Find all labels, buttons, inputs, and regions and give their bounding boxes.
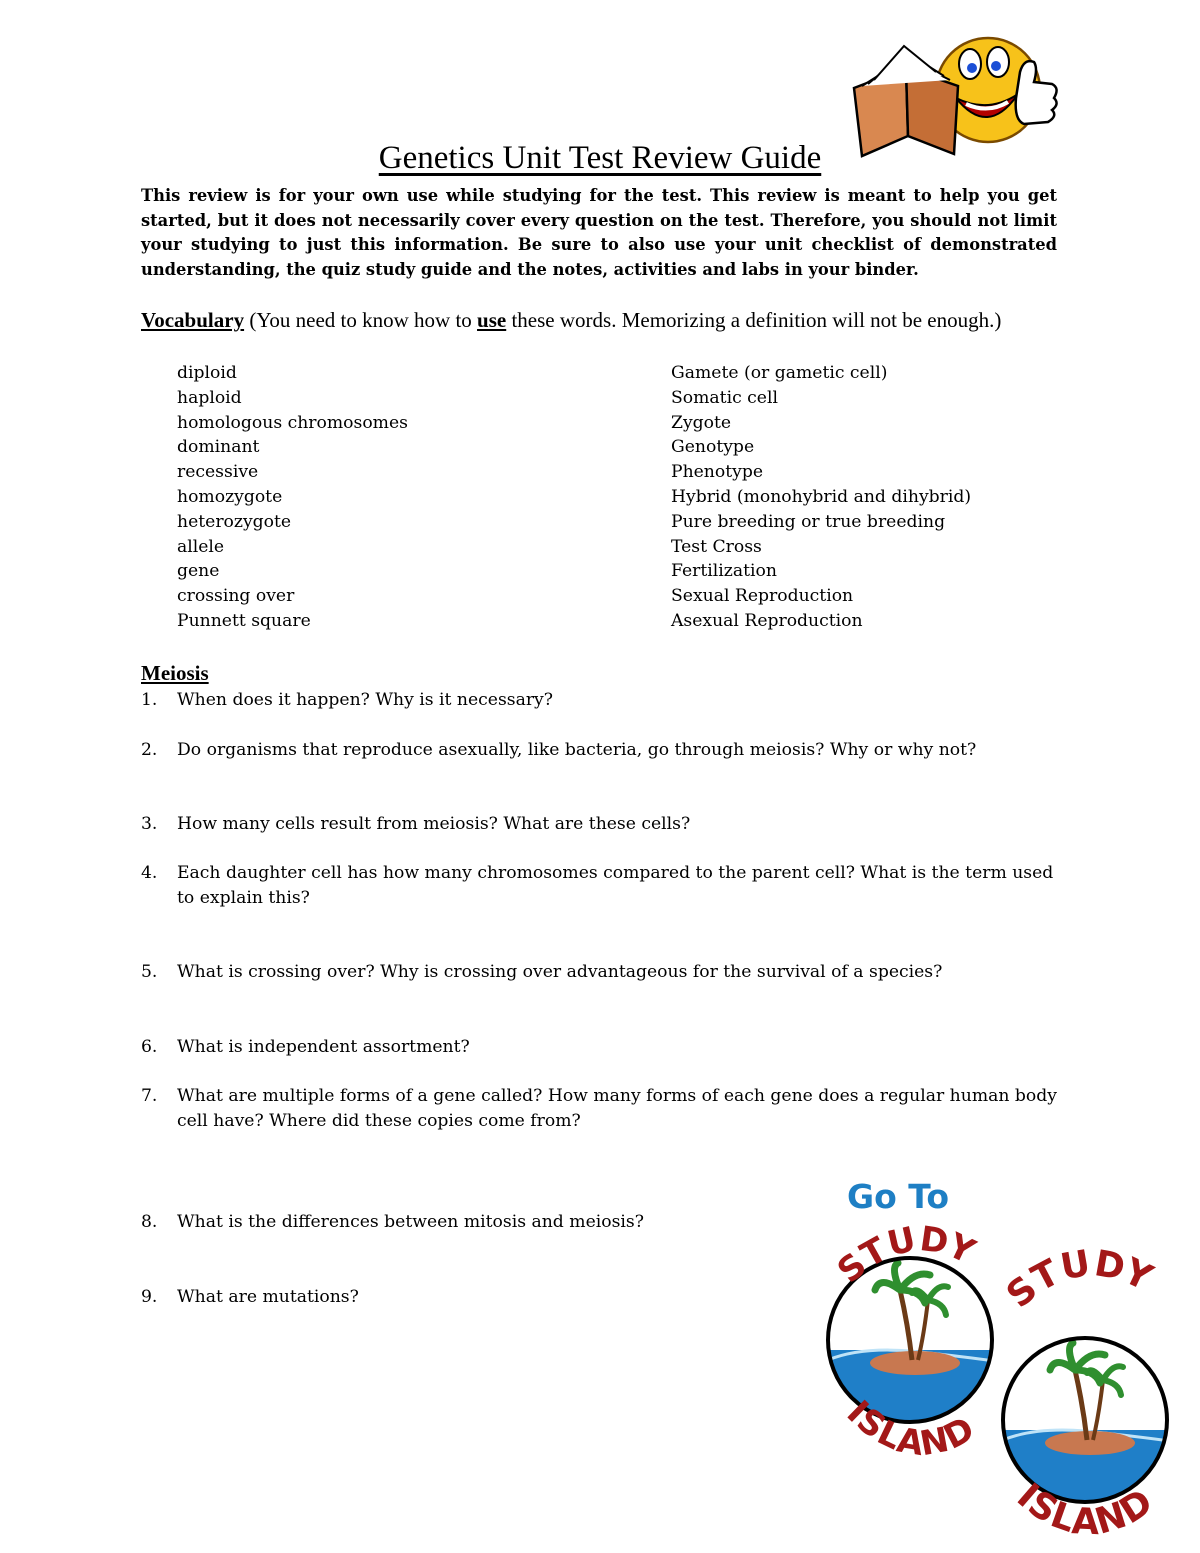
logo-word-top: STUDY <box>830 1218 982 1292</box>
question-item <box>141 1285 761 1310</box>
intro-paragraph: This review is for your own use while studying for the test. This review is meant to help you get started, but it does not necessarily cover every question on the test. Therefore, you should not limit your studying to just this information. Be sure to also use your unit checklist of demonstrated understanding, the quiz study guide and the notes, activities and labs in your binder. <box>141 186 1057 279</box>
vocabulary-list-right <box>671 361 971 634</box>
question-number: 2. <box>141 740 158 760</box>
vocabulary-note-pre: (You need to know how to <box>244 308 478 332</box>
vocab-term: heterozygote <box>177 511 292 532</box>
question-number: 5. <box>141 962 158 982</box>
question-number: 8. <box>141 1212 158 1232</box>
question-text: When does it happen? Why is it necessary? <box>177 690 553 710</box>
question-item <box>141 812 1061 837</box>
question-text: How many cells result from meiosis? What are these cells? <box>177 814 691 834</box>
question-text: What is crossing over? Why is crossing over advantageous for the survival of a species? <box>177 962 943 982</box>
vocab-term: haploid <box>177 387 242 408</box>
question-item <box>141 1084 1061 1134</box>
logo-word-top: STUDY <box>999 1242 1160 1317</box>
vocab-term: Test Cross <box>671 536 762 557</box>
logo-word-bottom: ISLAND <box>838 1393 982 1465</box>
smiley-reading-book-icon <box>848 28 1063 158</box>
vocab-term: Fertilization <box>671 561 777 582</box>
vocab-term: Gamete (or gametic cell) <box>671 363 888 383</box>
question-item <box>141 1210 761 1235</box>
question-item <box>141 1035 1061 1060</box>
vocabulary-note-emphasis: use <box>477 308 507 332</box>
question-number: 4. <box>141 863 158 883</box>
vocab-term: allele <box>177 536 225 557</box>
study-island-logo-icon <box>820 1175 1195 1550</box>
vocabulary-note-post: these words. Memorizing a definition will not be enough.) <box>506 308 1002 332</box>
page-title: Genetics Unit Test Review Guide <box>378 140 822 176</box>
vocab-term: homologous chromosomes <box>177 412 408 433</box>
question-number: 7. <box>141 1086 158 1106</box>
vocab-term: recessive <box>177 462 259 483</box>
question-number: 3. <box>141 814 158 834</box>
vocab-term: Genotype <box>671 437 755 458</box>
vocabulary-heading <box>141 307 1041 333</box>
svg-text:STUDY <box>999 1243 1159 1316</box>
question-item <box>141 738 1061 763</box>
vocabulary-title: Vocabulary <box>141 308 245 332</box>
vocab-term: Zygote <box>671 412 732 433</box>
question-text: Each daughter cell has how many chromosomes compared to the parent cell? What is the term used to explain this? <box>177 863 1054 908</box>
vocab-term: gene <box>177 561 220 582</box>
vocab-term: Punnett square <box>177 610 311 631</box>
question-text: What are mutations? <box>177 1287 359 1307</box>
question-item <box>141 861 1061 911</box>
vocabulary-list-left <box>177 361 408 634</box>
question-item <box>141 688 1061 713</box>
logo-word-bottom: ISLAND <box>1009 1475 1161 1544</box>
question-item <box>141 960 1061 985</box>
vocab-term: Pure breeding or true breeding <box>671 511 946 532</box>
vocab-term: Hybrid (monohybrid and dihybrid) <box>671 486 972 507</box>
question-text: What is the differences between mitosis and meiosis? <box>177 1212 644 1232</box>
vocab-term: homozygote <box>177 486 283 507</box>
meiosis-heading: Meiosis <box>141 661 209 685</box>
study-island-badge <box>820 1175 1195 1550</box>
question-text: Do organisms that reproduce asexually, like bacteria, go through meiosis? Why or why not? <box>177 740 977 760</box>
vocab-term: Sexual Reproduction <box>671 586 854 607</box>
vocab-term: dominant <box>177 437 260 458</box>
question-text: What is independent assortment? <box>177 1037 470 1057</box>
vocab-term: Phenotype <box>671 462 764 483</box>
vocab-term: Asexual Reproduction <box>671 610 863 631</box>
question-number: 9. <box>141 1287 158 1307</box>
question-text: What are multiple forms of a gene called? How many forms of each gene does a regular human body cell have? Where did these copies come from? <box>177 1086 1057 1131</box>
go-to-label: Go To <box>847 1177 950 1216</box>
vocab-term: Somatic cell <box>671 387 778 408</box>
question-number: 6. <box>141 1037 158 1057</box>
vocab-term: diploid <box>177 363 237 383</box>
question-number: 1. <box>141 690 158 710</box>
vocab-term: crossing over <box>177 586 295 607</box>
